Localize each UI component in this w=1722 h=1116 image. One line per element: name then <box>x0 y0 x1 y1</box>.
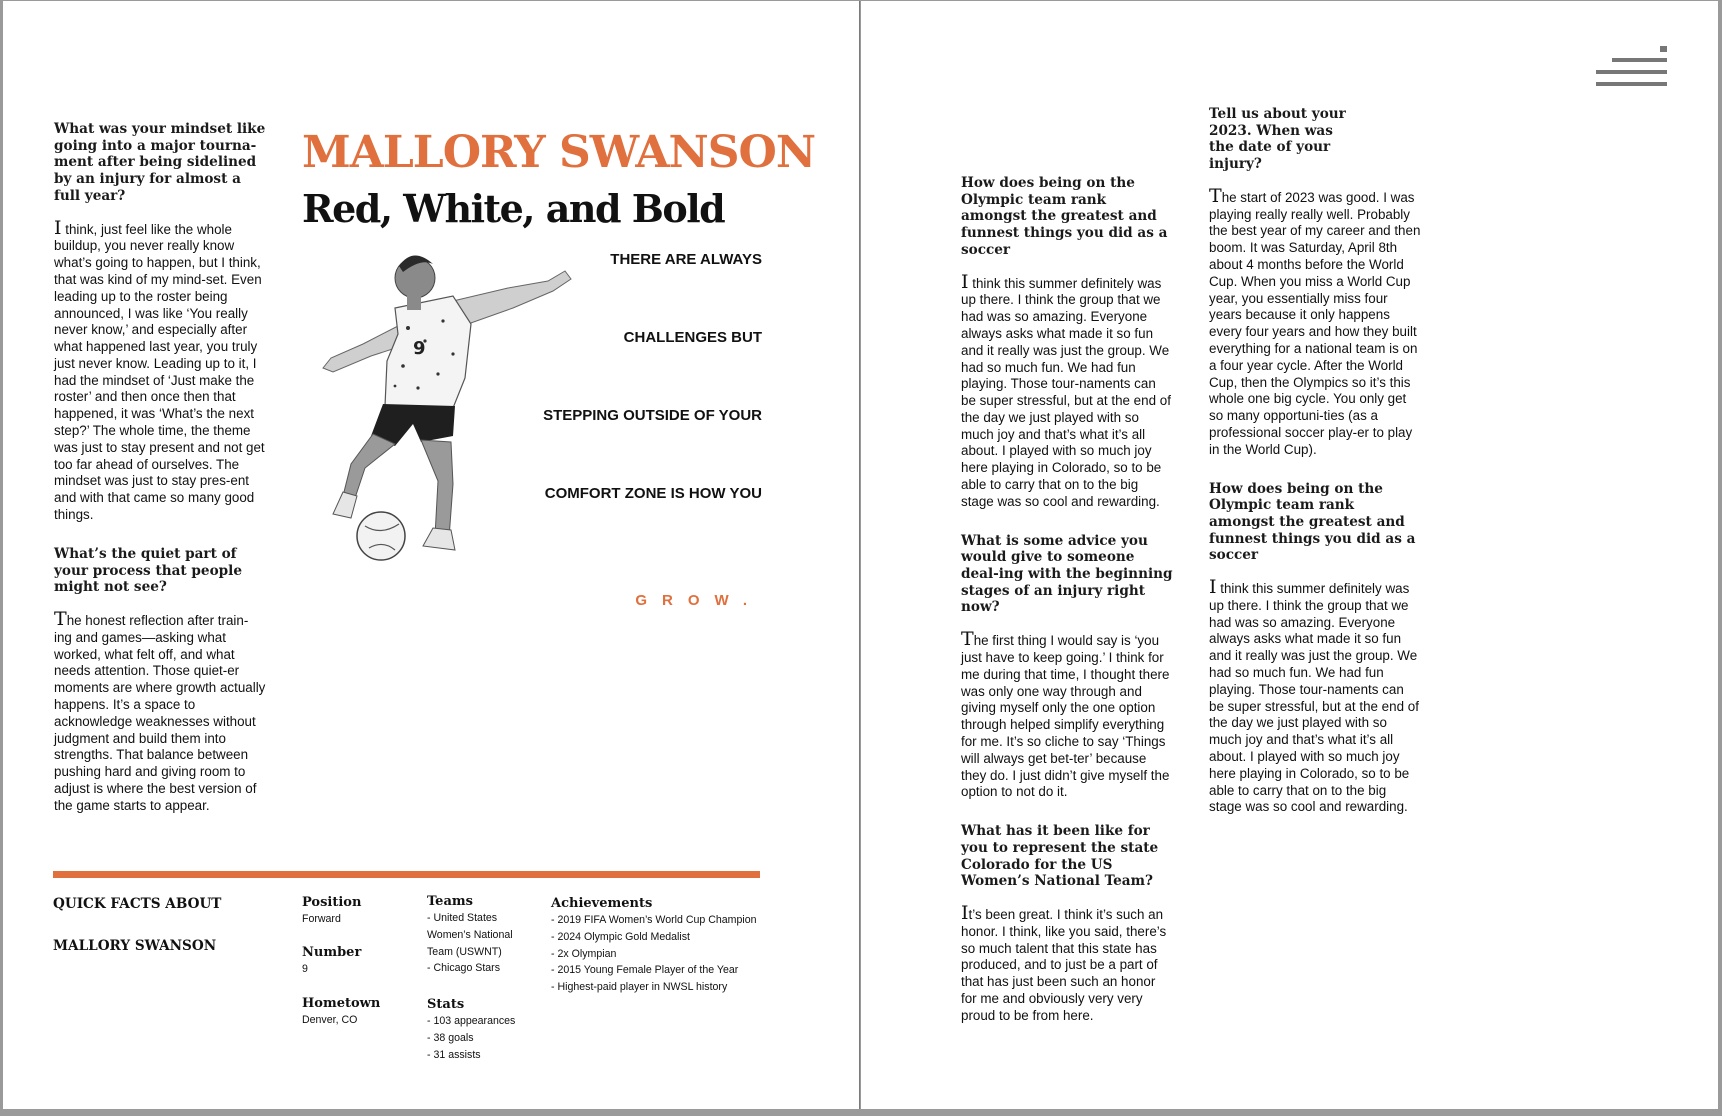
fact-achievements <box>551 896 757 996</box>
fact-list-item: - 2x Olympian <box>551 947 617 960</box>
question-heading: How does being on the Olympic team rank amongst the greatest and funnest things you did as a soccer <box>1209 480 1416 564</box>
quick-facts-title: MALLORY SWANSON <box>53 938 217 954</box>
fact-list-item: - United States <box>427 912 498 924</box>
fact-list-item: - Chicago Stars <box>427 962 501 975</box>
fact-value: Forward <box>302 913 341 925</box>
answer-paragraph: The first thing I would say is ‘you just have to keep going.’ I think for me during that time, I thought there was only one way through and giving myself only the one option through helped simplify everything for me. It’s so cliche to say ‘Things will always get bet-ter’ because they do. I just didn’t give myself the option to not do it. <box>961 628 1170 800</box>
question-heading: What is some advice you would give to someone deal-ing with the beginning stages of an injury right now? <box>961 532 1173 616</box>
fact-label: Teams <box>427 894 473 909</box>
question-heading: Tell us about your 2023. When was the date of your injury? <box>1209 106 1346 173</box>
fact-list-item: - 31 assists <box>427 1048 481 1061</box>
answer-paragraph: I think this summer definitely was up there. I think the group that we had was so amazing. Everyone always asks what made it so fun and it really was just the group. We had so much fun. We had fun playing. Those tour-naments can be super stressful, but at the end of the day we just played with so much joy and that’s what it’s all about. I played with so much joy here playing in Colorado, so to be able to carry that on to the big stage was so cool and rewarding. <box>961 270 1171 509</box>
fact-value: 9 <box>302 963 308 975</box>
fact-list-item: - 2024 Olympic Gold Medalist <box>551 930 690 943</box>
quick-facts-title: QUICK FACTS ABOUT <box>53 896 222 912</box>
fact-hometown <box>302 996 380 1029</box>
question-heading: How does being on the Olympic team rank amongst the greatest and funnest things you did as a soccer <box>961 175 1168 258</box>
answer-paragraph: I think, just feel like the whole buildup, you never really know what’s going to happen, but I think, that was kind of my mind-set. Even leading up to the roster being announced, I was like ‘You really never know,’ and especially after what happened last year, you truly just never know. Leading up to it, I had the mindset of ‘Just make the roster’ and then once then that happened, it was ‘What’s the next step?’ The whole time, the theme was just to stay present and not get too far ahead of ourselves. The mindset was just to stay pres-ent and with that came so many good things. <box>54 216 265 523</box>
fact-label: Number <box>302 945 362 960</box>
decorative-lines-icon <box>1596 45 1668 89</box>
fact-list-item: - 38 goals <box>427 1031 474 1044</box>
fact-list-item: - Highest-paid player in NWSL history <box>551 981 728 994</box>
fact-label: Hometown <box>302 996 381 1011</box>
right-column-2 <box>1209 106 1421 816</box>
left-page <box>3 1 860 1109</box>
pull-quote-line: CHALLENGES BUT <box>623 329 762 346</box>
question-heading: What was your mindset like going into a major tourna-ment after being sidelined by an injury for almost a full year? <box>54 121 266 204</box>
fact-position <box>302 895 361 928</box>
fact-list-item: - 2015 Young Female Player of the Year <box>551 964 739 977</box>
answer-paragraph: The honest reflection after train-ing and games—asking what worked, what felt off, and what needs attention. Those quiet-er moments are where growth actually happens. It’s a space to acknowledge weaknesses without judgment and build them into strengths. That balance between pushing hard and giving room to adjust is where the best version of the game starts to appear. <box>54 607 266 813</box>
question-heading: What has it been like for you to represent the state Colorado for the US Women’s National Team? <box>961 823 1159 890</box>
fact-list-item: Team (USWNT) <box>427 945 502 958</box>
answer-paragraph: The start of 2023 was good. I was playing really really well. Probably the best year of my career and then boom. It was Saturday, April 8th about 4 months before the World Cup. When you miss a World Cup year, you essentially miss four years because it only happens every four years and how they built everything for a national team is on a four year cycle. After the World Cup, then the Olympics so it’s this whole one big cycle. You only get so many opportuni-ties (as a professional soccer play-er to play in the World Cup). <box>1209 184 1421 457</box>
accent-divider <box>53 871 760 878</box>
answer-paragraph: It’s been great. I think it’s such an honor. I think, like you said, there’s so much talent that this state has produced, and to just be a part of that has just been such an honor for me and obviously very very proud to be from here. <box>961 901 1167 1023</box>
pull-quote-line: COMFORT ZONE IS HOW YOU <box>544 485 762 502</box>
fact-number <box>302 945 361 978</box>
pull-quote-line: STEPPING OUTSIDE OF YOUR <box>543 407 762 424</box>
answer-paragraph: I think this summer definitely was up there. I think the group that we had was so amazing. Everyone always asks what made it so fun and it really was just the group. We had so much fun. We had fun playing. Those tour-naments can be super stressful, but at the end of the day we just played with so much joy and that’s what it’s all about. I played with so much joy here playing in Colorado, so to be able to carry that on to the big stage was so cool and rewarding. <box>1209 576 1419 815</box>
fact-label: Achievements <box>551 896 653 911</box>
fact-list-item: - 103 appearances <box>427 1015 516 1027</box>
fact-teams <box>427 894 513 977</box>
fact-label: Stats <box>427 997 465 1012</box>
fact-stats <box>427 997 515 1063</box>
jersey-number: 9 <box>413 338 426 359</box>
fact-value: Denver, CO <box>302 1014 358 1026</box>
pull-quote-line: THERE ARE ALWAYS <box>610 251 762 268</box>
fact-label: Position <box>302 895 362 910</box>
right-column-1 <box>961 175 1173 1025</box>
left-column-interview <box>54 121 266 815</box>
fact-list-item: Women’s National <box>427 928 513 941</box>
pull-quote-emphasis: GROW. <box>635 592 762 609</box>
article-title: MALLORY SWANSON <box>302 127 816 178</box>
right-page <box>861 1 1718 1109</box>
fact-list-item: - 2019 FIFA Women’s World Cup Champion <box>551 914 757 926</box>
article-subtitle: Red, White, and Bold <box>302 186 725 231</box>
question-heading: What’s the quiet part of your process that people might not see? <box>54 545 242 596</box>
